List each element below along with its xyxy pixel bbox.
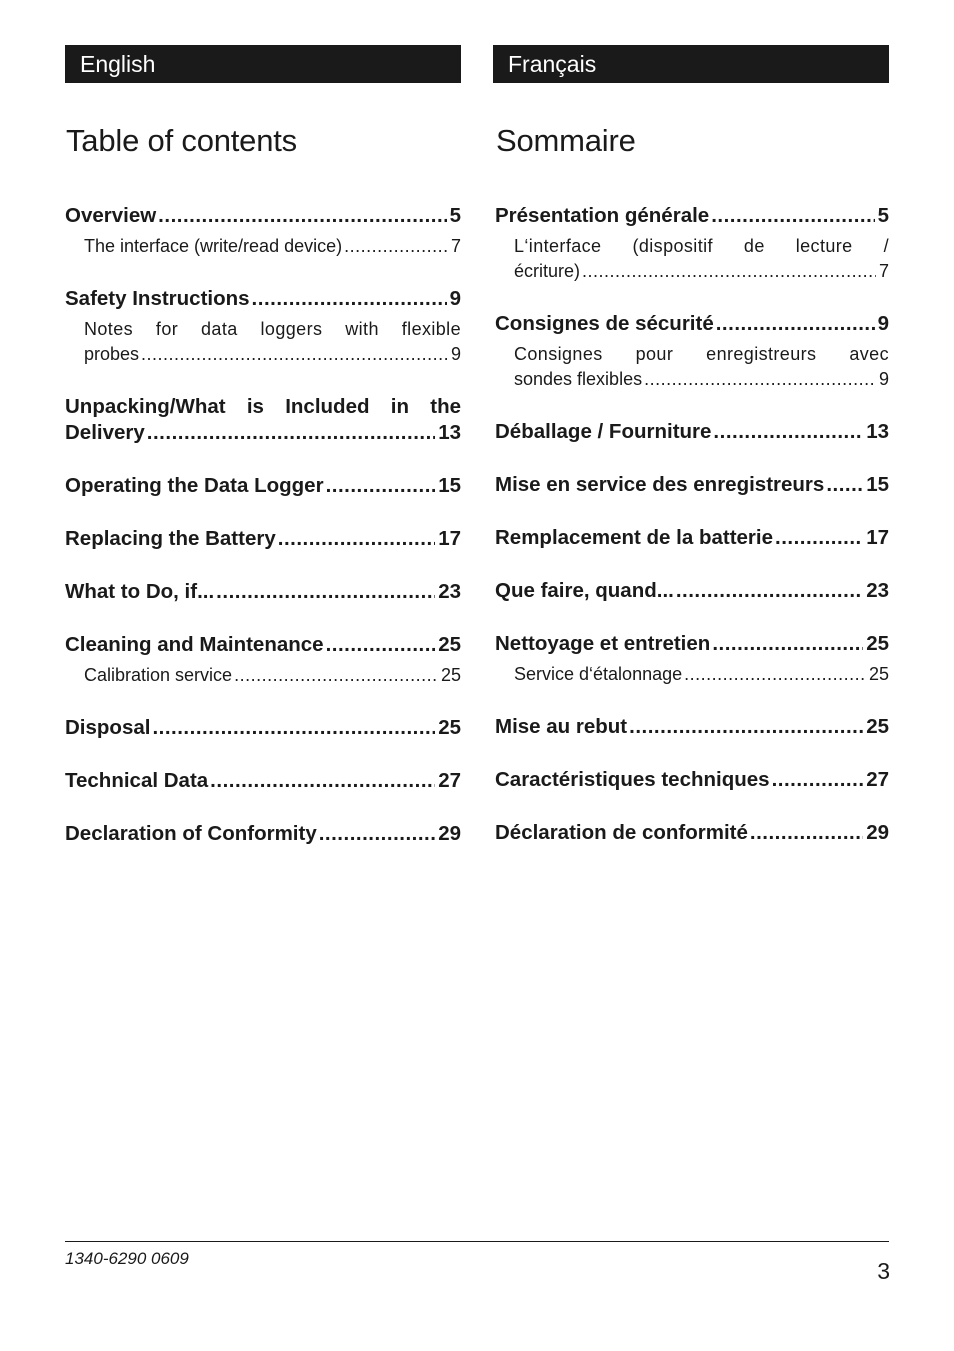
toc-entry-page: 9 — [877, 312, 889, 335]
dot-leader — [629, 714, 863, 740]
toc-entry-overview[interactable] — [65, 203, 461, 259]
toc-entry-label: What to Do, if... — [65, 580, 215, 603]
dot-leader — [772, 767, 864, 793]
toc-entry-label: Disposal — [65, 716, 151, 739]
toc-subentry-label-line2: sondes flexibles — [514, 369, 643, 389]
dot-leader — [582, 259, 876, 284]
toc-entry-label: Déclaration de conformité — [495, 821, 748, 844]
dot-leader — [713, 419, 863, 445]
toc-entry-unpacking[interactable] — [65, 394, 461, 446]
toc-entry-label: Mise au rebut — [495, 715, 628, 738]
toc-entry-what-to-do[interactable] — [65, 579, 461, 605]
toc-subentry-label-line1: Consignes pour enregistreurs avec — [514, 344, 889, 364]
toc-entry-label-line1: Unpacking/What is Included in the — [65, 395, 461, 418]
toc-entry-label: Replacing the Battery — [65, 527, 276, 550]
dot-leader — [234, 663, 438, 688]
dot-leader — [326, 473, 436, 499]
toc-entry-page: 23 — [866, 579, 889, 602]
toc-entry-declaration[interactable] — [65, 821, 461, 847]
toc-subentry-label-line2: probes — [84, 344, 140, 364]
toc-subentry-label-line1: Notes for data loggers with flexible — [84, 319, 461, 339]
toc-entry-que-faire[interactable] — [495, 578, 889, 604]
english-column — [65, 45, 461, 845]
dot-leader — [712, 631, 863, 657]
toc-entry-page: 17 — [438, 527, 461, 550]
toc-entry-label: Présentation générale — [495, 204, 710, 227]
toc-subentry-page: 25 — [440, 665, 461, 685]
toc-subentry-label: Service d‘étalonnage — [514, 664, 683, 684]
toc-entry-remplacement[interactable] — [495, 525, 889, 551]
toc-entry-label: Caractéristiques techniques — [495, 768, 770, 791]
dot-leader — [319, 821, 435, 847]
toc-entry-operating[interactable] — [65, 473, 461, 499]
toc-entry-page: 29 — [438, 822, 461, 845]
toc-subentry-calibration[interactable] — [65, 663, 461, 688]
toc-title-english: Table of contents — [66, 123, 297, 158]
toc-entry-label: Declaration of Conformity — [65, 822, 317, 845]
toc-subentry-etalonnage[interactable] — [495, 662, 889, 687]
dot-leader — [344, 234, 448, 259]
toc-entry-page: 27 — [438, 769, 461, 792]
toc-subentry-flexible-probes[interactable] — [65, 317, 461, 367]
toc-entry-label: Safety Instructions — [65, 287, 250, 310]
toc-entry-page: 13 — [438, 421, 461, 444]
french-column — [493, 45, 889, 844]
toc-entry-page: 17 — [866, 526, 889, 549]
toc-entry-page: 5 — [449, 204, 461, 227]
dot-leader — [644, 367, 876, 392]
dot-leader — [684, 662, 866, 687]
toc-entry-presentation[interactable] — [495, 203, 889, 284]
dot-leader — [676, 578, 863, 604]
toc-entry-page: 15 — [866, 473, 889, 496]
toc-entry-label: Overview — [65, 204, 157, 227]
toc-entry-page: 5 — [877, 204, 889, 227]
dot-leader — [147, 420, 435, 446]
toc-entry-battery[interactable] — [65, 526, 461, 552]
toc-subentry-label: Calibration service — [84, 665, 233, 685]
dot-leader — [826, 472, 863, 498]
toc-entry-label: Technical Data — [65, 769, 209, 792]
toc-entry-page: 9 — [449, 287, 461, 310]
toc-entry-page: 27 — [866, 768, 889, 791]
toc-subentry-page: 9 — [878, 369, 889, 389]
toc-entry-nettoyage[interactable] — [495, 631, 889, 687]
page-number: 3 — [877, 1258, 890, 1284]
dot-leader — [711, 203, 874, 229]
dot-leader — [210, 768, 435, 794]
dot-leader — [158, 203, 446, 229]
dot-leader — [775, 525, 863, 551]
toc-subentry-page: 7 — [450, 236, 461, 256]
toc-entry-label-line2: Delivery — [65, 421, 145, 444]
dot-leader — [750, 820, 863, 846]
toc-entry-page: 25 — [438, 716, 461, 739]
toc-subentry-label-line2: écriture) — [514, 261, 581, 281]
toc-entry-page: 15 — [438, 474, 461, 497]
toc-entry-technical-data[interactable] — [65, 768, 461, 794]
toc-entry-label: Que faire, quand... — [495, 579, 674, 602]
toc-subentry-page: 25 — [868, 664, 889, 684]
toc-entry-deballage[interactable] — [495, 419, 889, 445]
toc-subentry-label: The interface (write/read device) — [84, 236, 343, 256]
toc-entry-rebut[interactable] — [495, 714, 889, 740]
toc-entry-page: 13 — [866, 420, 889, 443]
toc-entry-safety[interactable] — [65, 286, 461, 367]
dot-leader — [141, 342, 448, 367]
toc-entry-mise-en-service[interactable] — [495, 472, 889, 498]
toc-entry-consignes[interactable] — [495, 311, 889, 392]
dot-leader — [716, 311, 875, 337]
toc-subentry-page: 7 — [878, 261, 889, 281]
toc-subentry-sondes-flexibles[interactable] — [495, 342, 889, 392]
toc-subentry-label-line1: L‘interface (dispositif de lecture / — [514, 236, 889, 256]
language-header-french: Français — [493, 45, 889, 83]
toc-entry-caracteristiques[interactable] — [495, 767, 889, 793]
toc-entry-page: 25 — [866, 632, 889, 655]
dot-leader — [216, 579, 435, 605]
dot-leader — [278, 526, 435, 552]
toc-entry-page: 23 — [438, 580, 461, 603]
toc-entry-label: Operating the Data Logger — [65, 474, 324, 497]
dot-leader — [152, 715, 435, 741]
document-number: 1340-6290 0609 — [65, 1249, 189, 1268]
toc-title-french: Sommaire — [496, 123, 636, 158]
dot-leader — [326, 632, 436, 658]
footer-divider — [65, 1241, 889, 1242]
dot-leader — [252, 286, 447, 312]
toc-entry-label: Nettoyage et entretien — [495, 632, 711, 655]
toc-list-english — [65, 203, 461, 874]
toc-entry-page: 25 — [866, 715, 889, 738]
toc-list-french — [495, 203, 889, 873]
language-header-english: English — [65, 45, 461, 83]
toc-entry-label: Mise en service des enregistreurs — [495, 473, 825, 496]
toc-entry-label: Remplacement de la batterie — [495, 526, 773, 549]
toc-entry-cleaning[interactable] — [65, 632, 461, 688]
toc-entry-page: 25 — [438, 633, 461, 656]
toc-subentry-interface[interactable] — [495, 234, 889, 284]
toc-entry-label: Déballage / Fourniture — [495, 420, 712, 443]
toc-entry-page: 29 — [866, 821, 889, 844]
toc-entry-disposal[interactable] — [65, 715, 461, 741]
toc-entry-label: Cleaning and Maintenance — [65, 633, 324, 656]
toc-entry-label: Consignes de sécurité — [495, 312, 714, 335]
toc-subentry-page: 9 — [450, 344, 461, 364]
toc-subentry-interface[interactable] — [65, 234, 461, 259]
toc-entry-declaration[interactable] — [495, 820, 889, 846]
